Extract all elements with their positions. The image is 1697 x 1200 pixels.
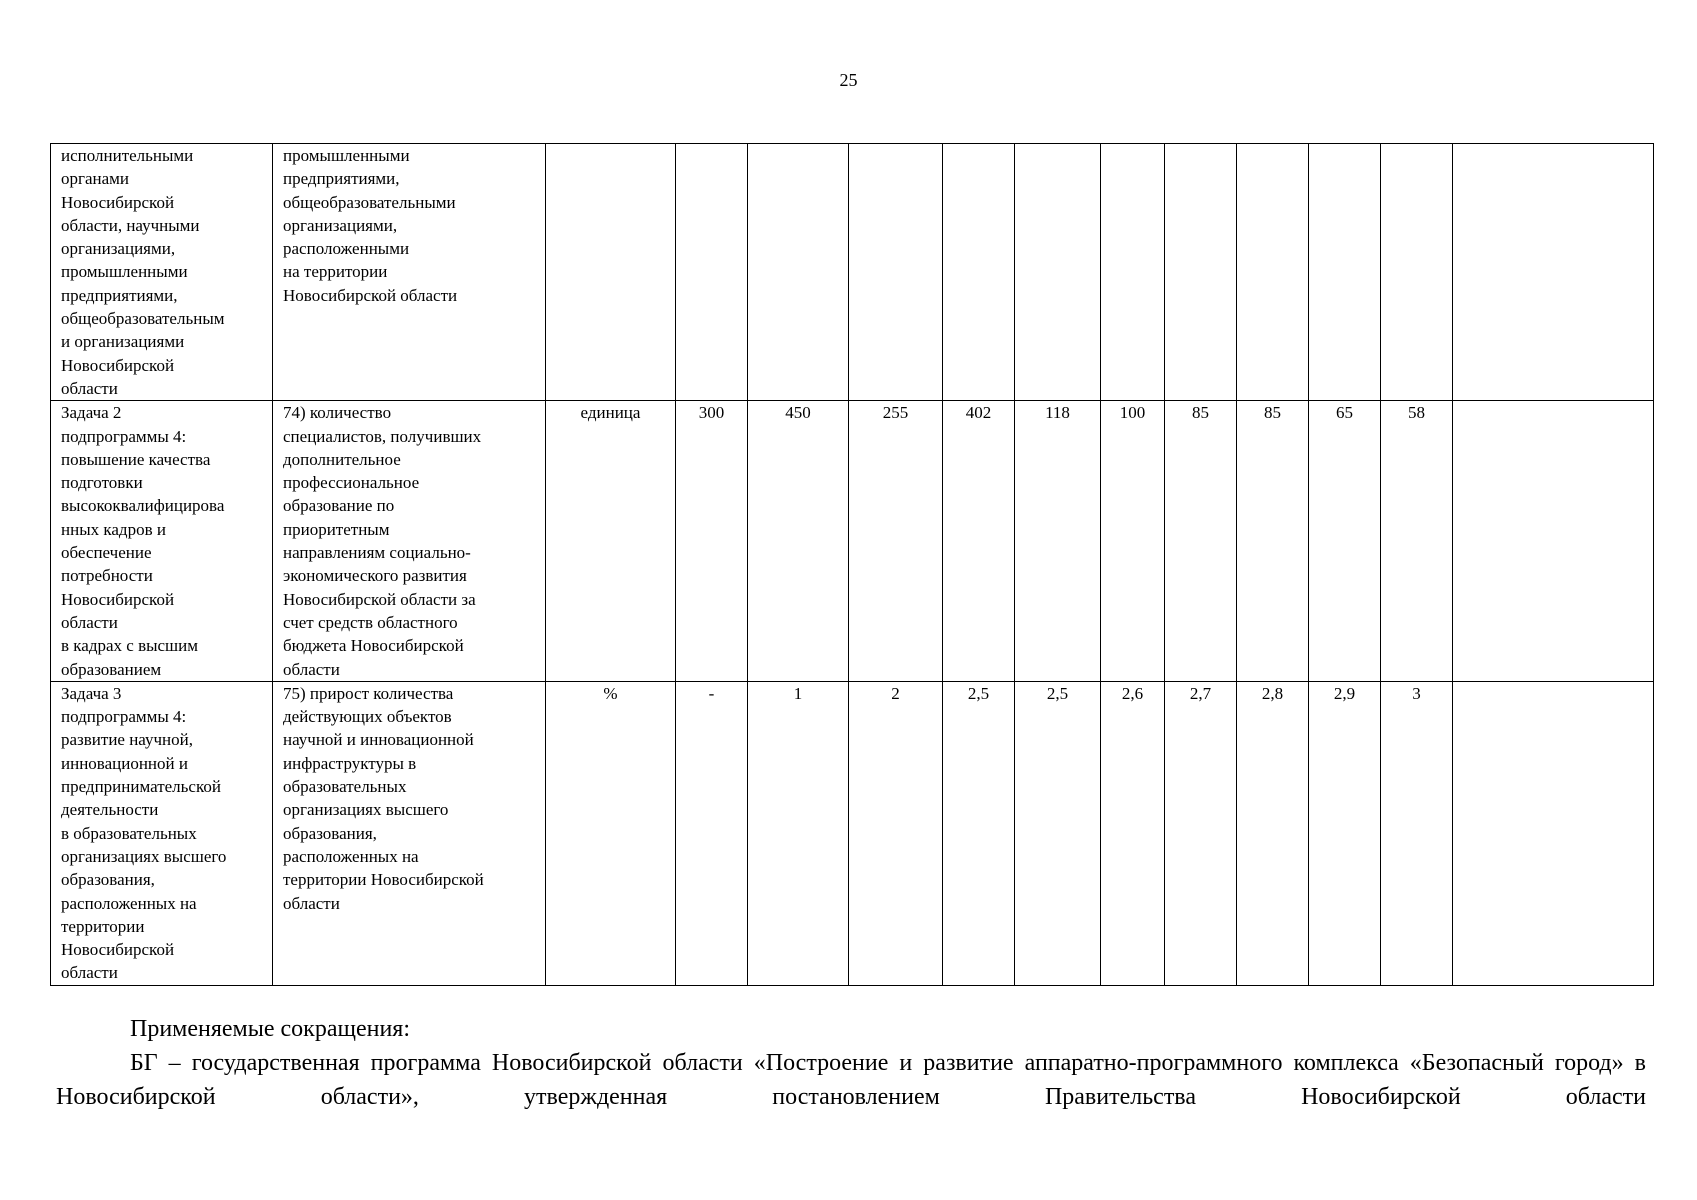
value-cell: 2,5 [943,681,1015,985]
table-row [51,401,1654,682]
value-cell: 2,5 [1015,681,1101,985]
goal-cell: Задача 2 подпрограммы 4: повышение качества подготовки высококвалифицирова нных кадров и обеспечение потребности Новосибирской области в кадрах с высшим образованием [51,401,273,682]
abbreviation-paragraph: БГ – государственная программа Новосибирской области «Построение и развитие аппаратно-программного комплекса «Безопасный город» в Новосибирской области», утвержденная постановлением Правительства Новосибирской области [56,1050,1646,1110]
indicator-cell: 75) прирост количества действующих объектов научной и инновационной инфраструктуры в образовательных организациях высшего образования, расположенных на территории Новосибирской области [273,681,546,985]
value-cell: 402 [943,401,1015,682]
value-cell: 58 [1381,401,1453,682]
value-cell: 85 [1165,401,1237,682]
table-row [51,144,1654,401]
value-cell: 2,9 [1309,681,1381,985]
value-cell: 3 [1381,681,1453,985]
value-cell: 85 [1237,401,1309,682]
indicator-cell: 74) количество специалистов, получивших дополнительное профессиональное образование по приоритетным направлениям социально- экономического развития Новосибирской области за счет средств областного бюджета Новосибирской области [273,401,546,682]
value-cell [1101,144,1165,401]
value-cell: 300 [676,401,748,682]
value-cell [1453,144,1654,401]
abbreviations-section [56,1012,1646,1114]
indicators-table [50,143,1654,986]
value-cell: 1 [748,681,849,985]
value-cell [849,144,943,401]
goal-cell: Задача 3 подпрограммы 4: развитие научной, инновационной и предпринимательской деятельности в образовательных организациях высшего образования, расположенных на территории Новосибирской области [51,681,273,985]
value-cell [1309,144,1381,401]
unit-cell: единица [546,401,676,682]
value-cell: 450 [748,401,849,682]
value-cell [1165,144,1237,401]
goal-cell: исполнительными органами Новосибирской области, научными организациями, промышленными предприятиями, общеобразовательным и организациями Новосибирской области [51,144,273,401]
value-cell [1015,144,1101,401]
value-cell: 100 [1101,401,1165,682]
value-cell [1453,401,1654,682]
value-cell: 2,7 [1165,681,1237,985]
value-cell: 2,6 [1101,681,1165,985]
value-cell [1381,144,1453,401]
page-number: 25 [839,70,858,90]
unit-cell [546,144,676,401]
indicator-cell: промышленными предприятиями, общеобразовательными организациями, расположенными на территории Новосибирской области [273,144,546,401]
table-row [51,681,1654,985]
value-cell [748,144,849,401]
abbreviations-heading: Применяемые сокращения: [130,1016,411,1042]
value-cell: 2 [849,681,943,985]
value-cell [1453,681,1654,985]
value-cell: - [676,681,748,985]
value-cell: 255 [849,401,943,682]
value-cell [676,144,748,401]
value-cell: 118 [1015,401,1101,682]
value-cell: 2,8 [1237,681,1309,985]
value-cell: 65 [1309,401,1381,682]
unit-cell: % [546,681,676,985]
value-cell [943,144,1015,401]
value-cell [1237,144,1309,401]
